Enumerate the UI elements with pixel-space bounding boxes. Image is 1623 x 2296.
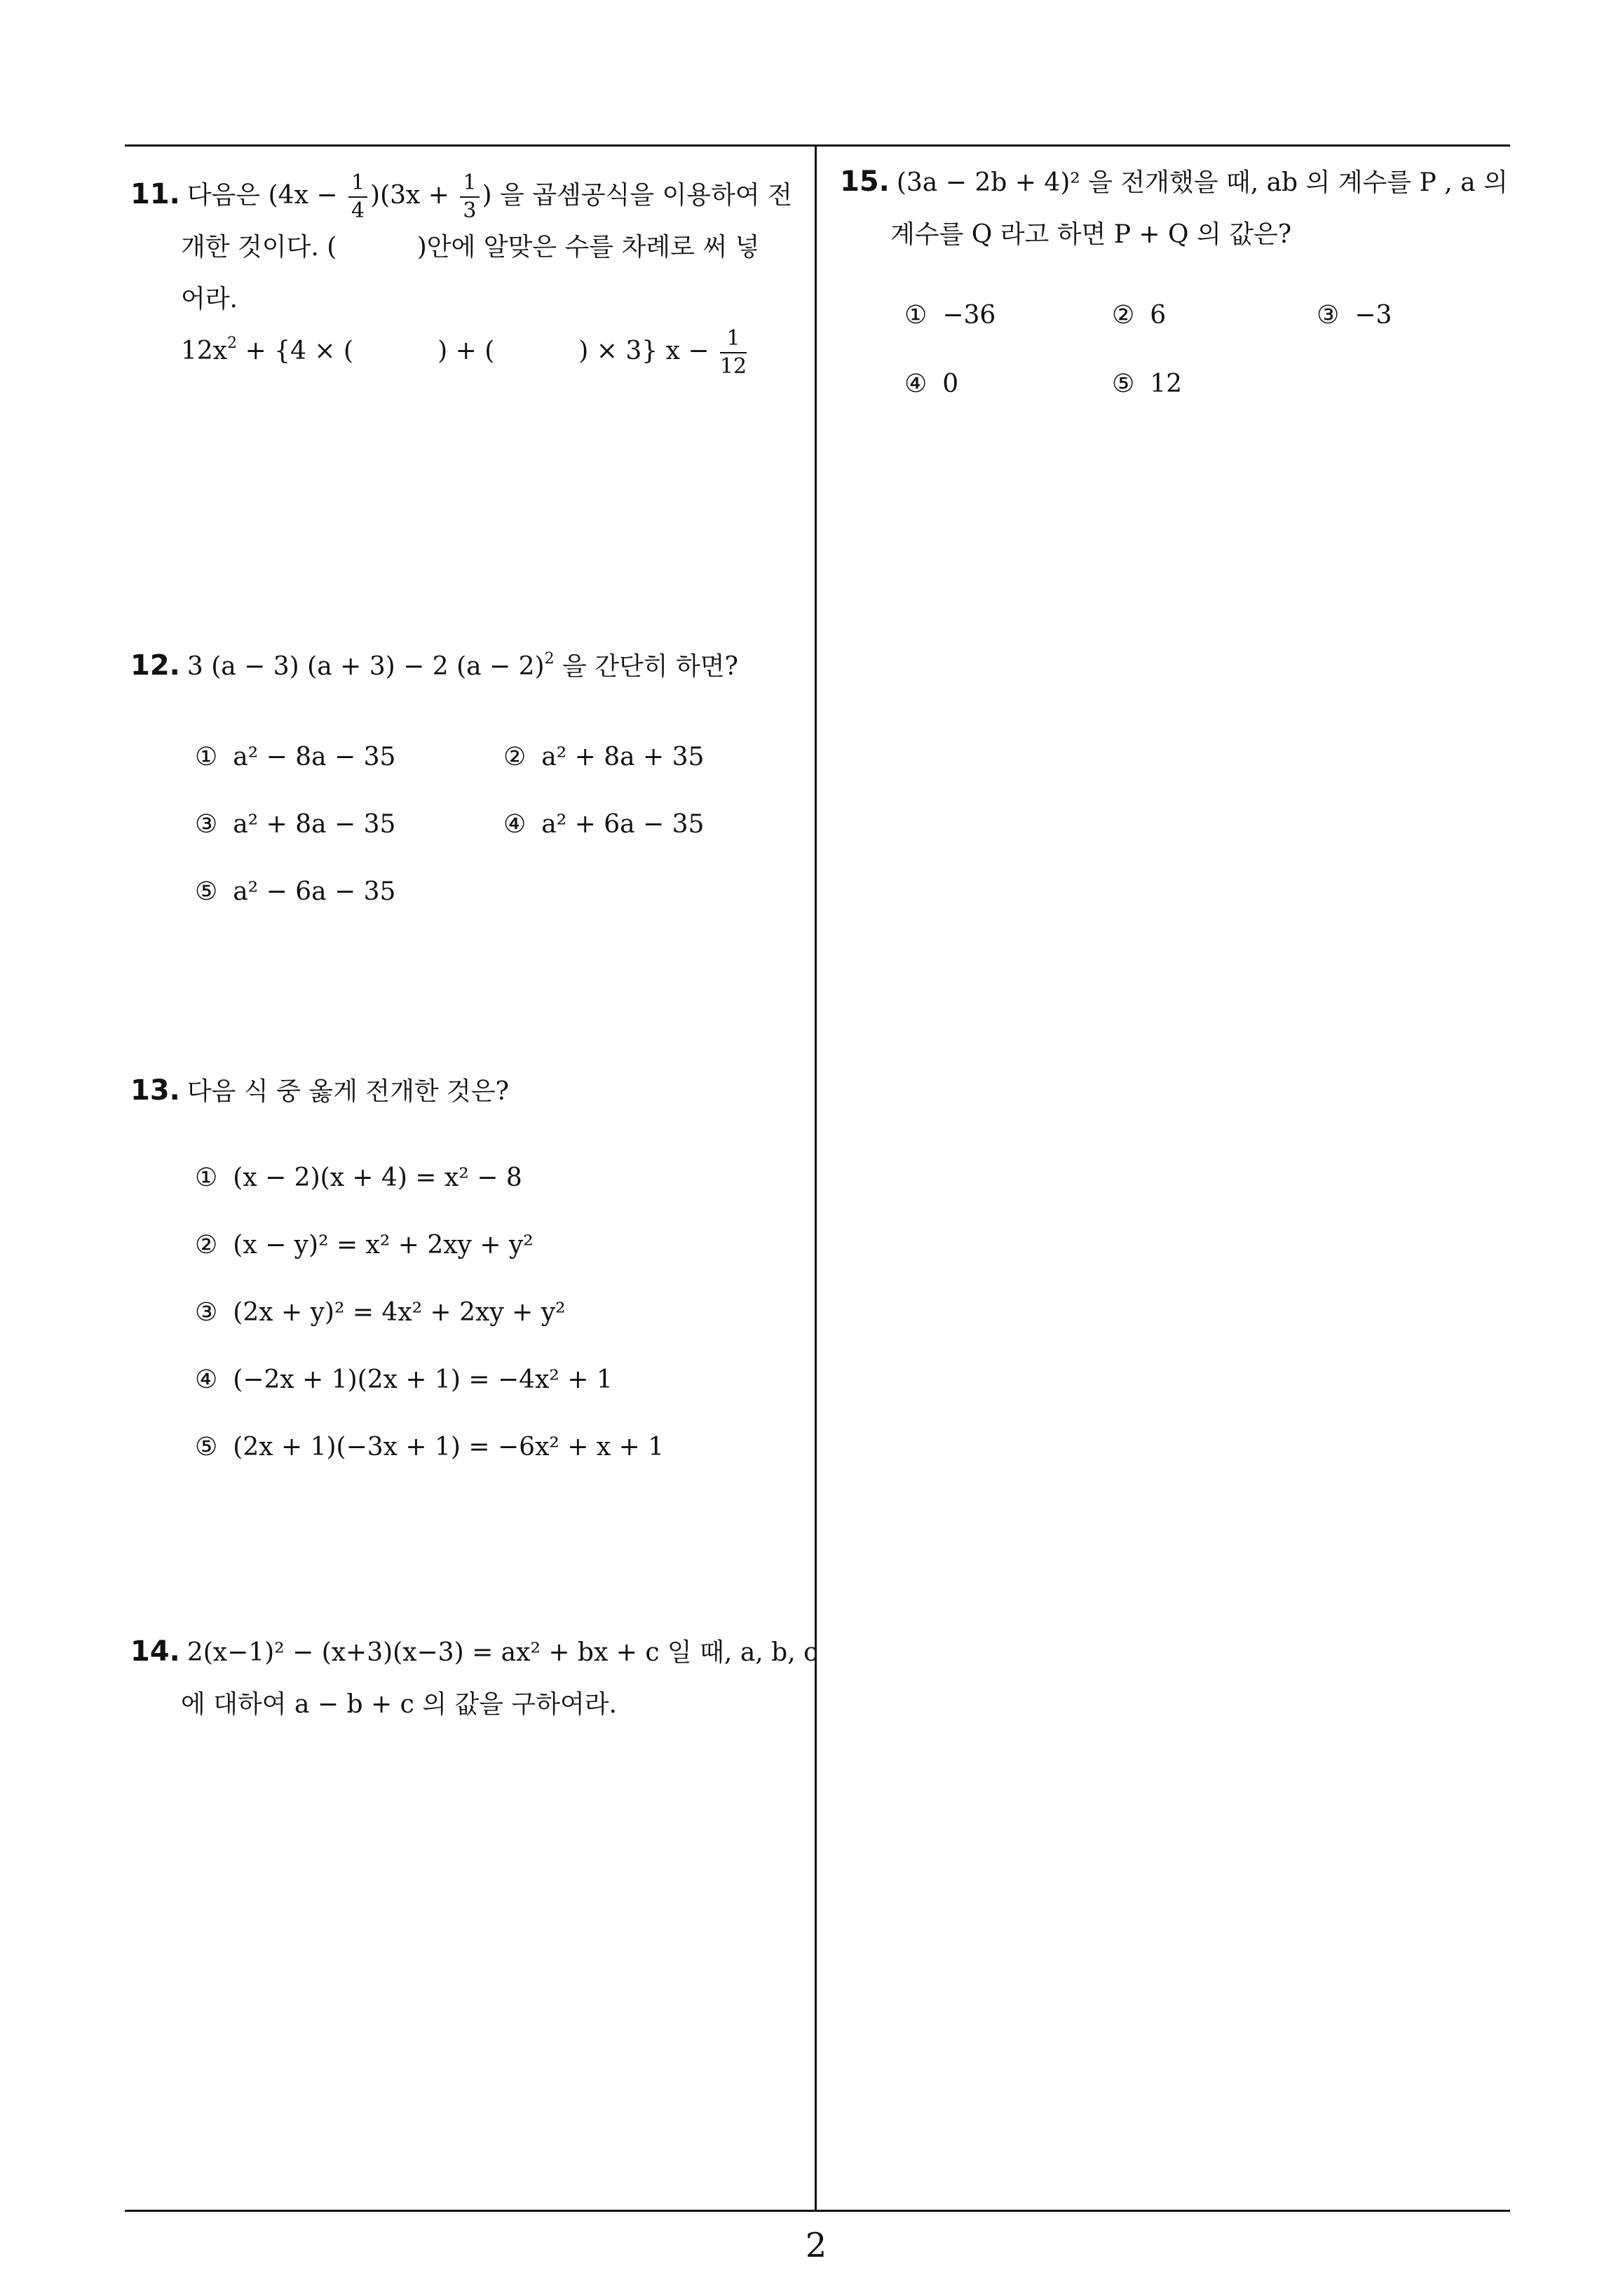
q13-stem: 다음 식 중 옳게 전개한 것은? (186, 1077, 509, 1106)
question-14 (130, 1626, 818, 1731)
question-11 (130, 168, 803, 377)
q13-number: 13. (130, 1074, 180, 1107)
q14-number: 14. (130, 1635, 180, 1668)
q12-choice-1[interactable]: ① a² − 8a − 35 (195, 743, 396, 771)
q12-choice-5[interactable]: ⑤ a² − 6a − 35 (195, 877, 396, 906)
q11-formula-fraction: $\frac{1}{12}$ (719, 326, 747, 379)
q15-choice-3[interactable]: ③ −3 (1317, 301, 1392, 330)
question-15 (840, 156, 1506, 261)
q13-choice-2[interactable]: ② (x − y)² = x² + 2xy + y² (195, 1231, 534, 1260)
q15-choice-1[interactable]: ① −36 (904, 301, 996, 330)
q13-choice-3[interactable]: ③ (2x + y)² = 4x² + 2xy + y² (195, 1298, 566, 1327)
q11-formula: $12x^2 + \{4$ × ( ) + ( ) × 3} x − $\frac{1}{12}$ (181, 326, 747, 379)
q11-line3: 어라. (181, 285, 238, 313)
q12-expression: 3 (a − 3) (a + 3) − 2 (a − 2) (186, 652, 545, 681)
q11-line1: 11. 다음은 (4x − $\frac{1}{4}$ )(3x + $\frac{1}{3}$ ) 을 곱셈공식을 이용하여 전 (130, 170, 792, 223)
bottom-rule (125, 2210, 1510, 2212)
q15-choice-5[interactable]: ⑤ 12 (1112, 370, 1183, 398)
q12-choice-3[interactable]: ③ a² + 8a − 35 (195, 810, 396, 839)
q15-choice-4[interactable]: ④ 0 (904, 370, 959, 398)
q11-number: 11. (130, 178, 180, 210)
q15-line1: 15. (3a − 2b + 4)² 을 전개했을 때, ab 의 계수를 P , a 의 (840, 166, 1508, 198)
q15-number: 15. (840, 166, 890, 198)
q11-line2: 개한 것이다. ( )안에 알맞은 수를 차례로 써 넣 (181, 233, 760, 262)
question-13 (130, 1065, 803, 1118)
q14-line1: 14. 2(x−1)² − (x+3)(x−3) = ax² + bx + c 일 때, a, b, c (130, 1635, 818, 1668)
q13-choice-5[interactable]: ⑤ (2x + 1)(−3x + 1) = −6x² + x + 1 (195, 1433, 665, 1461)
question-12: 12. 3 (a − 3) (a + 3) − 2 $(a - 2)^2$ 을 간단히 하면? (130, 649, 738, 682)
q11-fraction-2: $\frac{1}{3}$ (460, 173, 479, 222)
q13-choice-4[interactable]: ④ (−2x + 1)(2x + 1) = −4x² + 1 (195, 1365, 613, 1394)
q11-fraction-1: $\frac{1}{4}$ (348, 173, 367, 222)
q14-line2: 에 대하여 a − b + c 의 값을 구하여라. (181, 1690, 617, 1719)
top-rule (125, 144, 1510, 147)
q13-choice-1[interactable]: ① (x − 2)(x + 4) = x² − 8 (195, 1163, 522, 1192)
q12-choice-4[interactable]: ④ a² + 6a − 35 (503, 810, 705, 839)
q15-line2: 계수를 Q 라고 하면 P + Q 의 값은? (890, 220, 1292, 249)
q12-choice-2[interactable]: ② a² + 8a + 35 (503, 743, 705, 771)
column-divider (815, 144, 817, 2212)
q12-number: 12. (130, 649, 180, 682)
q15-choice-2[interactable]: ② 6 (1112, 301, 1167, 330)
page-number: 2 (805, 2226, 827, 2265)
q12-stem-text: 을 간단히 하면? (554, 652, 738, 681)
